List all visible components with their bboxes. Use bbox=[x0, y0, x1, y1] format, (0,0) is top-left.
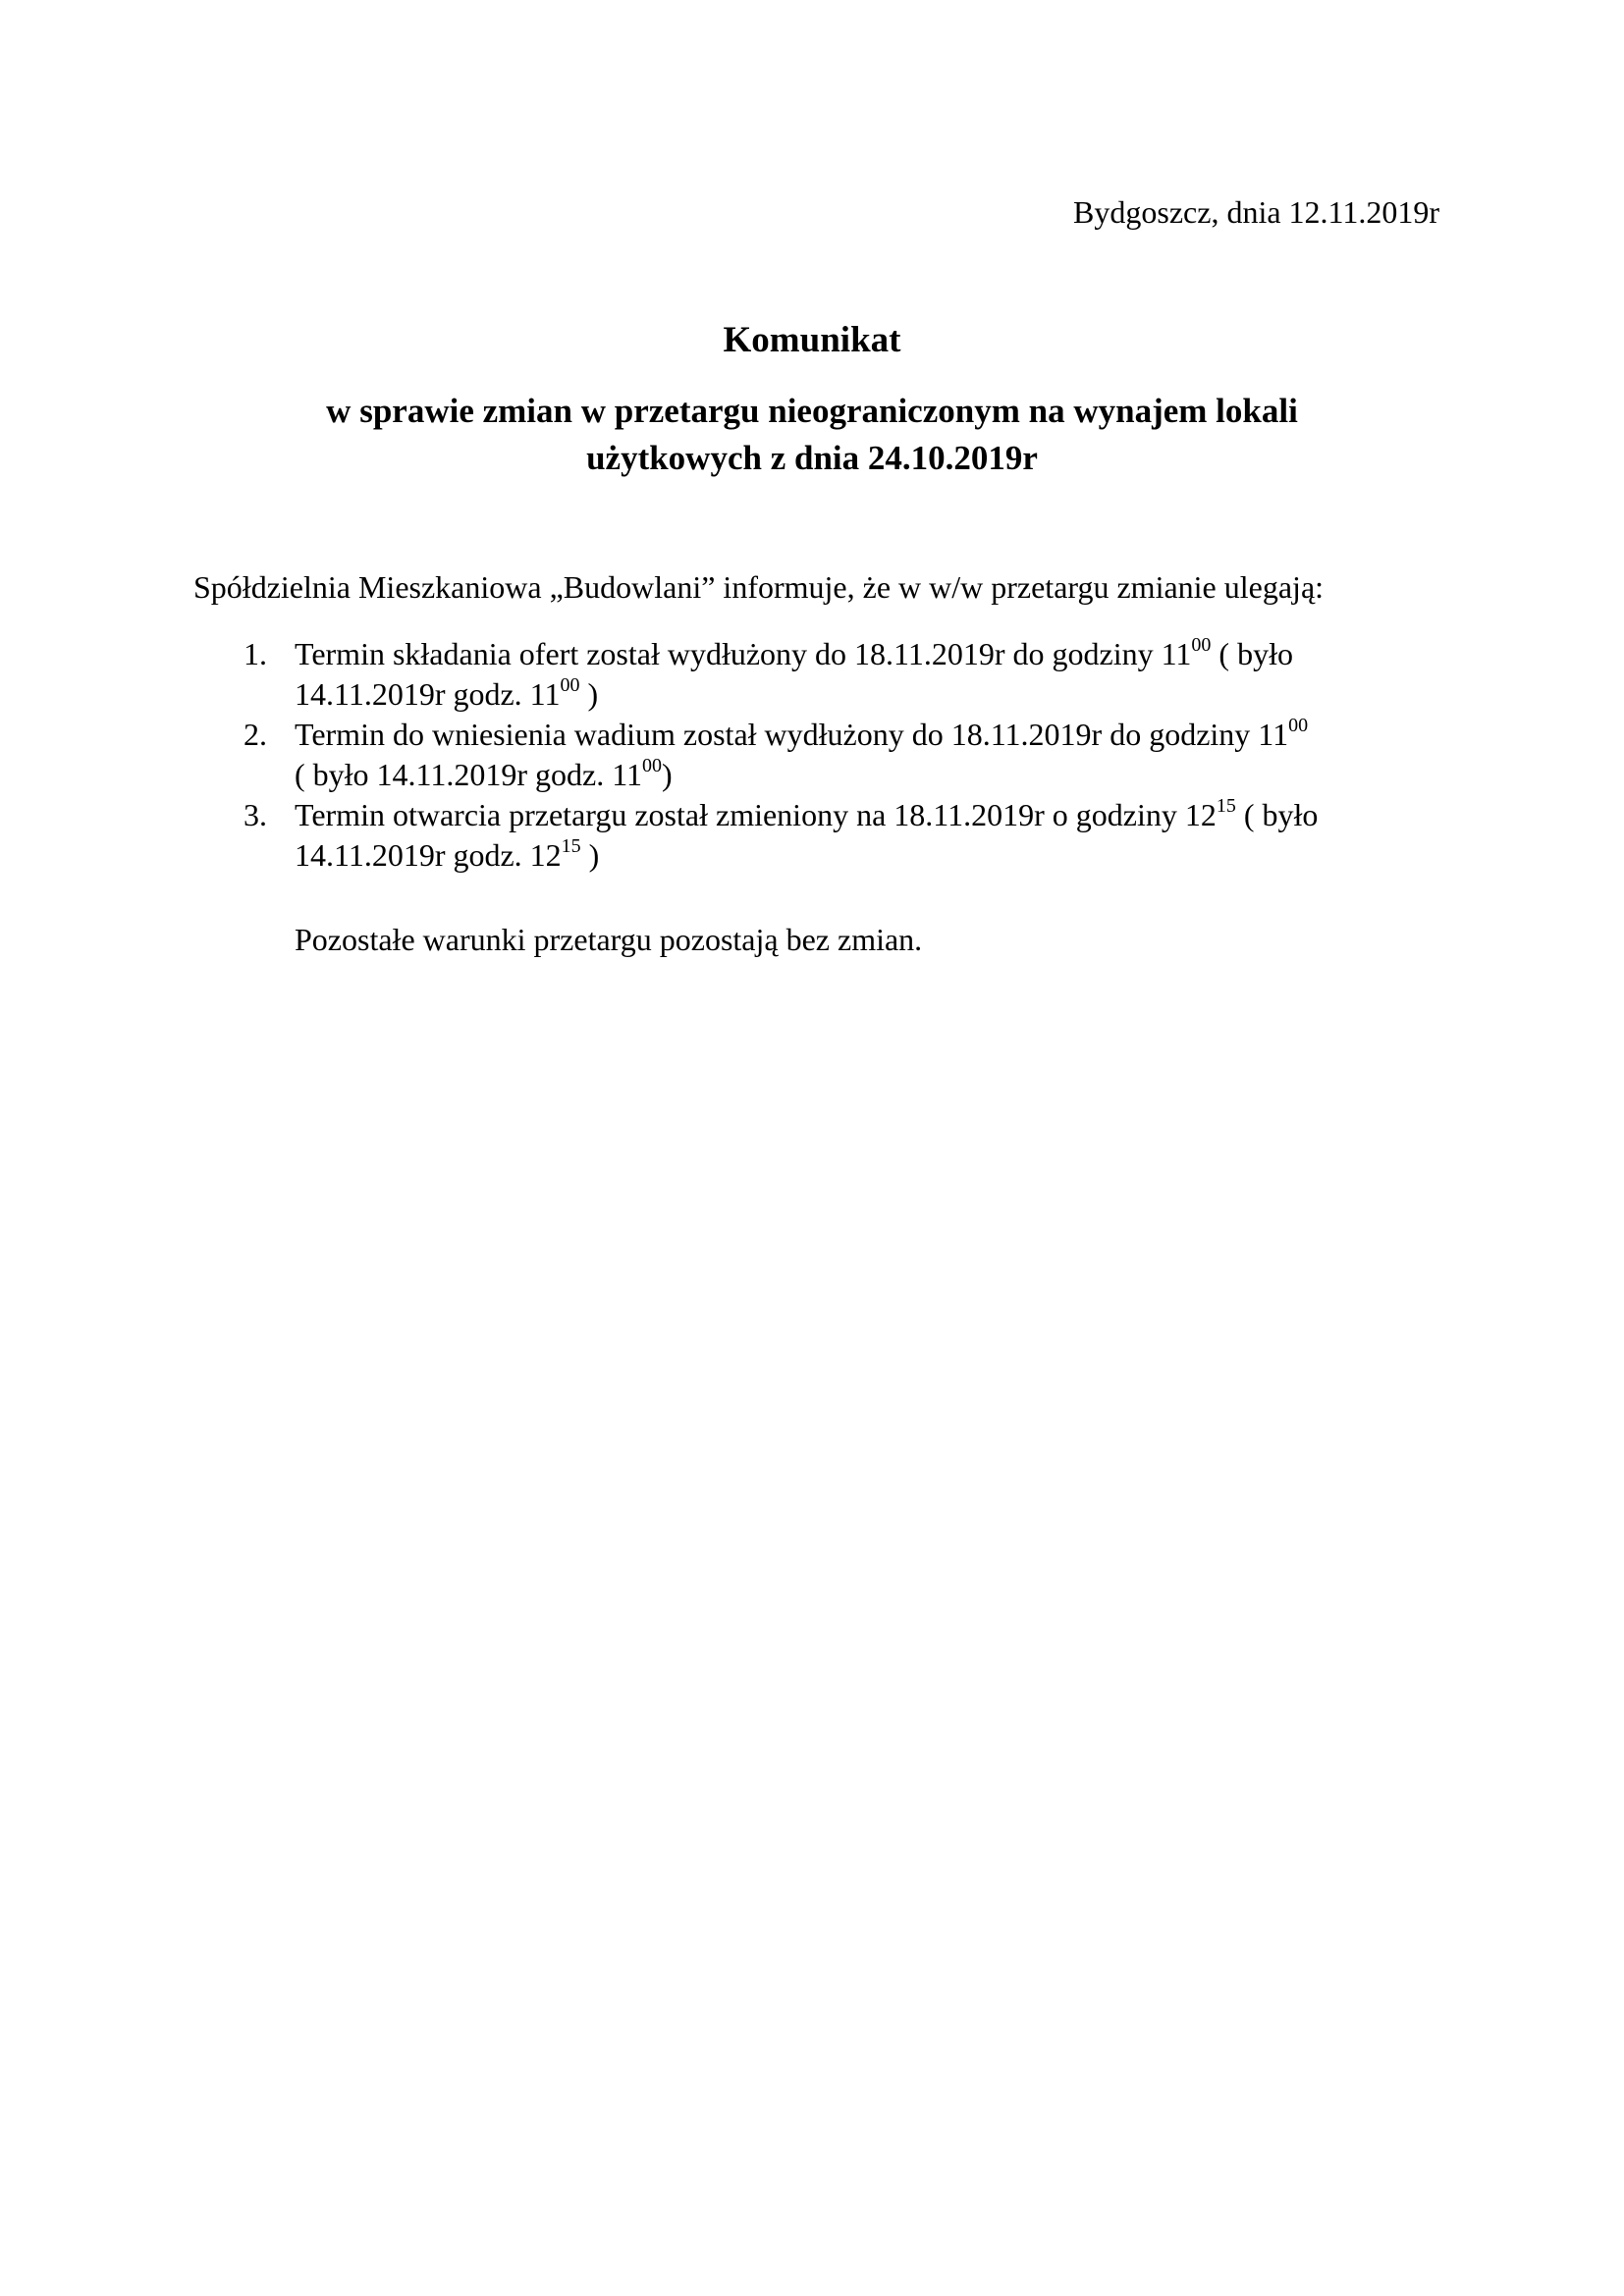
list-item-number: 2. bbox=[244, 717, 267, 752]
document-subtitle bbox=[196, 388, 1428, 482]
superscript-minutes: 15 bbox=[1216, 795, 1236, 817]
superscript-minutes: 00 bbox=[642, 755, 663, 776]
document-title: Komunikat bbox=[723, 320, 901, 360]
list-item-text bbox=[295, 715, 1308, 795]
list-item-line bbox=[295, 795, 1318, 835]
text-segment: Termin otwarcia przetargu został zmieniony na 18.11.2019r o godziny 12 bbox=[295, 797, 1217, 832]
text-segment: Termin składania ofert został wydłużony do 18.11.2019r do godziny 11 bbox=[295, 636, 1192, 671]
list-item-line bbox=[295, 715, 1308, 755]
text-segment: ( było 14.11.2019r godz. 11 bbox=[295, 757, 643, 792]
closing-paragraph: Pozostałe warunki przetargu pozostają bez zmian. bbox=[295, 922, 923, 957]
text-segment: ( było bbox=[1211, 636, 1293, 671]
list-item-number: 1. bbox=[244, 636, 267, 671]
list-item-line bbox=[295, 755, 1308, 795]
subtitle-line-1: w sprawie zmian w przetargu nieograniczonym na wynajem lokali bbox=[326, 392, 1298, 430]
list-item-line bbox=[295, 835, 1318, 876]
text-segment: 14.11.2019r godz. 12 bbox=[295, 837, 562, 873]
text-segment: Termin do wniesienia wadium został wydłużony do 18.11.2019r do godziny 11 bbox=[295, 717, 1289, 752]
list-item-number: 3. bbox=[244, 797, 267, 832]
list-item-text bbox=[295, 795, 1318, 876]
superscript-minutes: 00 bbox=[1288, 715, 1309, 736]
subtitle-line-2: użytkowych z dnia 24.10.2019r bbox=[586, 439, 1038, 477]
superscript-minutes: 00 bbox=[560, 674, 580, 696]
text-segment: ) bbox=[580, 837, 600, 873]
superscript-minutes: 00 bbox=[1191, 634, 1212, 656]
list-item-text bbox=[295, 634, 1293, 715]
text-segment: ( było bbox=[1235, 797, 1319, 832]
superscript-minutes: 15 bbox=[561, 835, 581, 857]
text-segment: 14.11.2019r godz. 11 bbox=[295, 676, 561, 712]
list-item-line bbox=[295, 674, 1293, 715]
text-segment: ) bbox=[662, 757, 673, 792]
intro-paragraph: Spółdzielnia Mieszkaniowa „Budowlani” informuje, że w w/w przetargu zmianie ulegają: bbox=[193, 569, 1325, 605]
document-date: Bydgoszcz, dnia 12.11.2019r bbox=[1073, 194, 1439, 230]
text-segment: ) bbox=[579, 676, 599, 712]
list-item-line bbox=[295, 634, 1293, 674]
